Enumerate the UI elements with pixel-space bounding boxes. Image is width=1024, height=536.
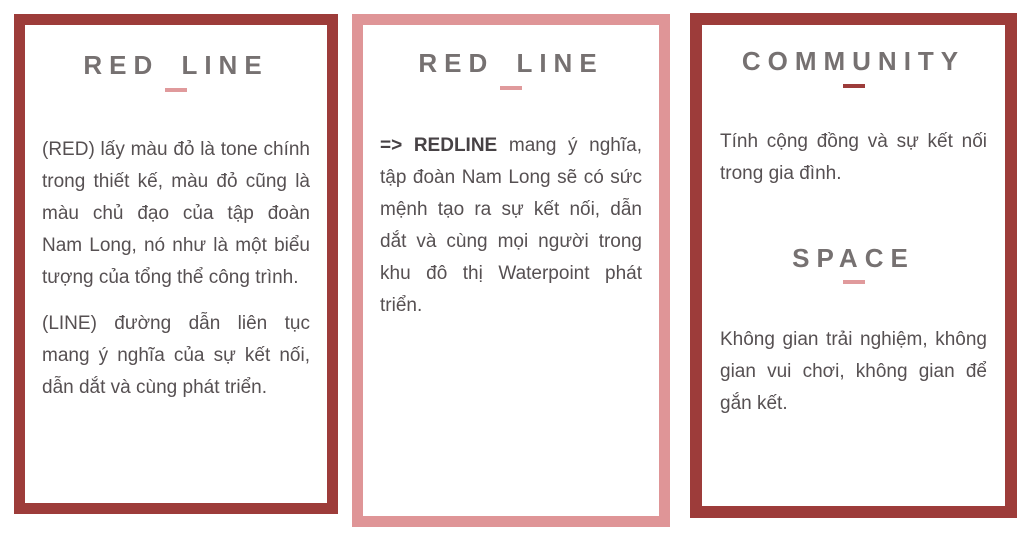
redline-body-rest: mang ý nghĩa, tập đoàn Nam Long sẽ có sức mệnh tạo ra sự kết nối, dẫn dắt và cùng mọi người trong khu đô thị Waterpoint phát triển. xyxy=(380,134,642,316)
panel-community-space xyxy=(690,13,1017,518)
space-section xyxy=(720,244,987,421)
redline-bold-lead: => REDLINE xyxy=(380,134,498,156)
title-underline-dash xyxy=(843,84,865,88)
paragraph-space: Không gian trải nghiệm, không gian vui chơi, không gian để gắn kết. xyxy=(720,329,987,415)
title-underline-dash xyxy=(843,280,865,284)
paragraph-redline-summary xyxy=(380,130,642,322)
paragraph-line-meaning: (LINE) đường dẫn liên tục mang ý nghĩa của sự kết nối, dẫn dắt và cùng phát triển. xyxy=(42,312,310,398)
community-section xyxy=(720,47,987,190)
paragraph-red-meaning: (RED) lấy màu đỏ là tone chính trong thiết kế, màu đỏ cũng là màu chủ đạo của tập đoàn Nam Long, nó như là một biểu tượng của tổng thể công trình. xyxy=(42,138,310,288)
title-underline-dash xyxy=(500,86,522,90)
panel-title-red-line: RED LINE xyxy=(418,48,604,78)
paragraph-community: Tính cộng đồng và sự kết nối trong gia đình. xyxy=(720,130,987,184)
panel-red-line-definition xyxy=(14,14,338,514)
panel-title-red-line: RED LINE xyxy=(83,50,269,80)
panel-title-community: COMMUNITY xyxy=(741,46,966,76)
panel-redline-summary xyxy=(352,14,670,527)
title-underline-dash xyxy=(165,88,187,92)
panel-title-space: SPACE xyxy=(792,242,915,273)
